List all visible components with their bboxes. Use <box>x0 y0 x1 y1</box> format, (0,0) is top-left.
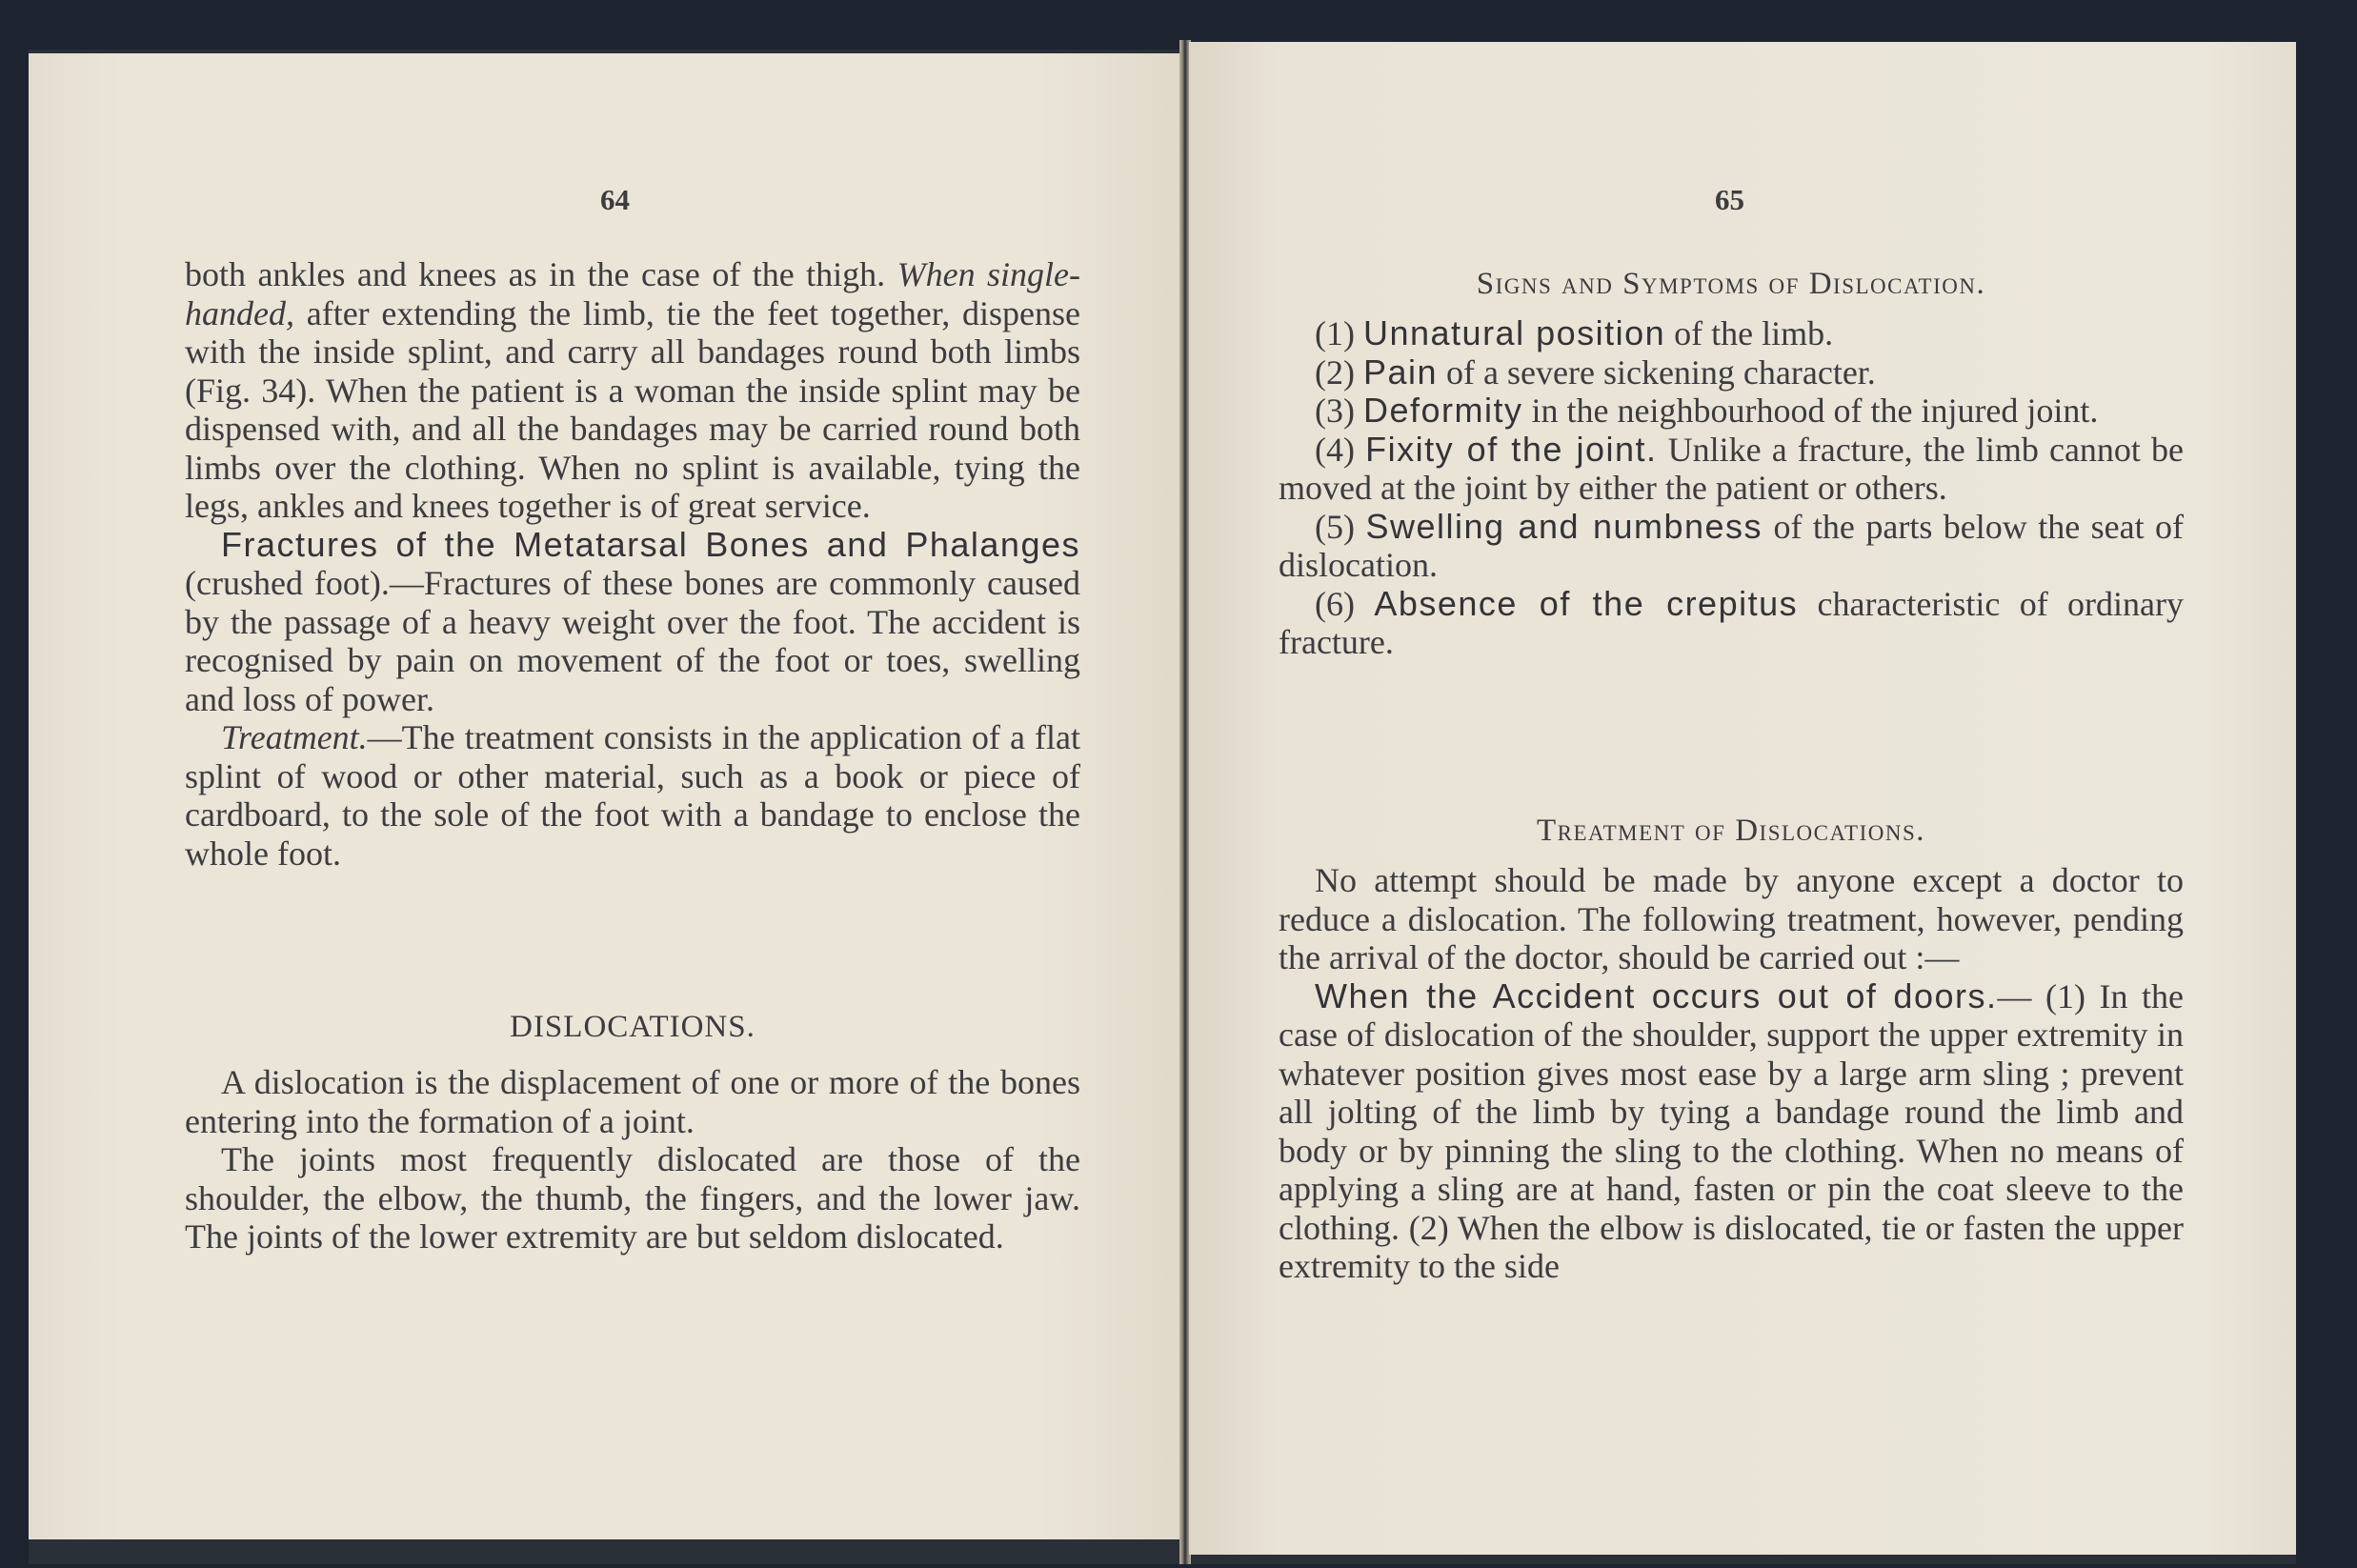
paragraph: Fractures of the Metatarsal Bones and Phalanges (crushed foot).—Fractures of these bones are commonly caused by the passage of a heavy weight over the foot. The accident is recognised by pain on movement of the foot or toes, swelling and loss of power. <box>185 524 1080 718</box>
page-number: 65 <box>1715 183 1744 216</box>
list-item: (6) Absence of the crepitus characteristic of ordinary fracture. <box>1279 583 2185 661</box>
section-heading: DISLOCATIONS. <box>510 1010 755 1044</box>
right-page-text <box>1279 861 2184 1286</box>
paragraph: No attempt should be made by anyone except a doctor to reduce a dislocation. The following treatment, however, pending the arrival of the doctor, should be carried out :— <box>1279 861 2184 976</box>
paragraph: both ankles and knees as in the case of the thigh. When single-handed, after extending the limb, tie the feet together, dispense with the inside splint, and carry all bandages round both limbs (Fig. 34). When the patient is a woman the inside splint may be dispensed with, and all the bandages may be carried round both limbs over the clothing. When no splint is available, tying the legs, ankles and knees together is of great service. <box>185 255 1080 525</box>
list-item: (1) Unnatural position of the limb. <box>1315 313 1834 352</box>
paragraph: The joints most frequently dislocated are those of the shoulder, the elbow, the thumb, the fingers, and the lower jaw. The joints of the lower extremity are but seldom dislocated. <box>185 1140 1080 1256</box>
list-item: (3) Deformity in the neighbourhood of the injured joint. <box>1315 391 2099 430</box>
symptom-list <box>1279 314 2184 662</box>
list-item: (2) Pain of a severe sickening character. <box>1315 352 1876 392</box>
section-heading: Treatment of Dislocations. <box>1536 814 1926 848</box>
left-page-text-2 <box>185 1063 1080 1256</box>
list-item: (5) Swelling and numbness of the parts below the seat of dislocation. <box>1279 506 2185 584</box>
left-page <box>29 53 1179 1539</box>
section-heading: Signs and Symptoms of Dislocation. <box>1476 267 1986 301</box>
page-number: 64 <box>600 183 630 216</box>
paragraph: Treatment.—The treatment consists in the application of a flat splint of wood or other material, such as a book or piece of cardboard, to the sole of the foot with a bandage to enclose the whole foot. <box>185 718 1080 873</box>
left-page-text <box>185 255 1080 873</box>
bold-heading: Fractures of the Metatarsal Bones and Phalanges <box>221 524 1080 564</box>
paragraph: When the Accident occurs out of doors.— (1) In the case of dislocation of the shoulder, support the upper extremity in whatever position gives most ease by a large arm sling ; prevent all jolting of the limb by tying a bandage round the limb and body or by pinning the sling to the clothing. When no means of applying a sling are at hand, fasten or pin the coat sleeve to the clothing. (2) When the elbow is dislocated, tie or fasten the upper extremity to the side <box>1279 975 2184 1285</box>
paragraph: A dislocation is the displacement of one or more of the bones entering into the formation of a joint. <box>185 1063 1080 1140</box>
right-page <box>1189 42 2296 1555</box>
list-item: (4) Fixity of the joint. Unlike a fracture, the limb cannot be moved at the joint by either the patient or others. <box>1279 429 2185 507</box>
book-spread <box>29 50 2296 1564</box>
bold-heading: When the Accident occurs out of doors. <box>1315 975 1998 1015</box>
